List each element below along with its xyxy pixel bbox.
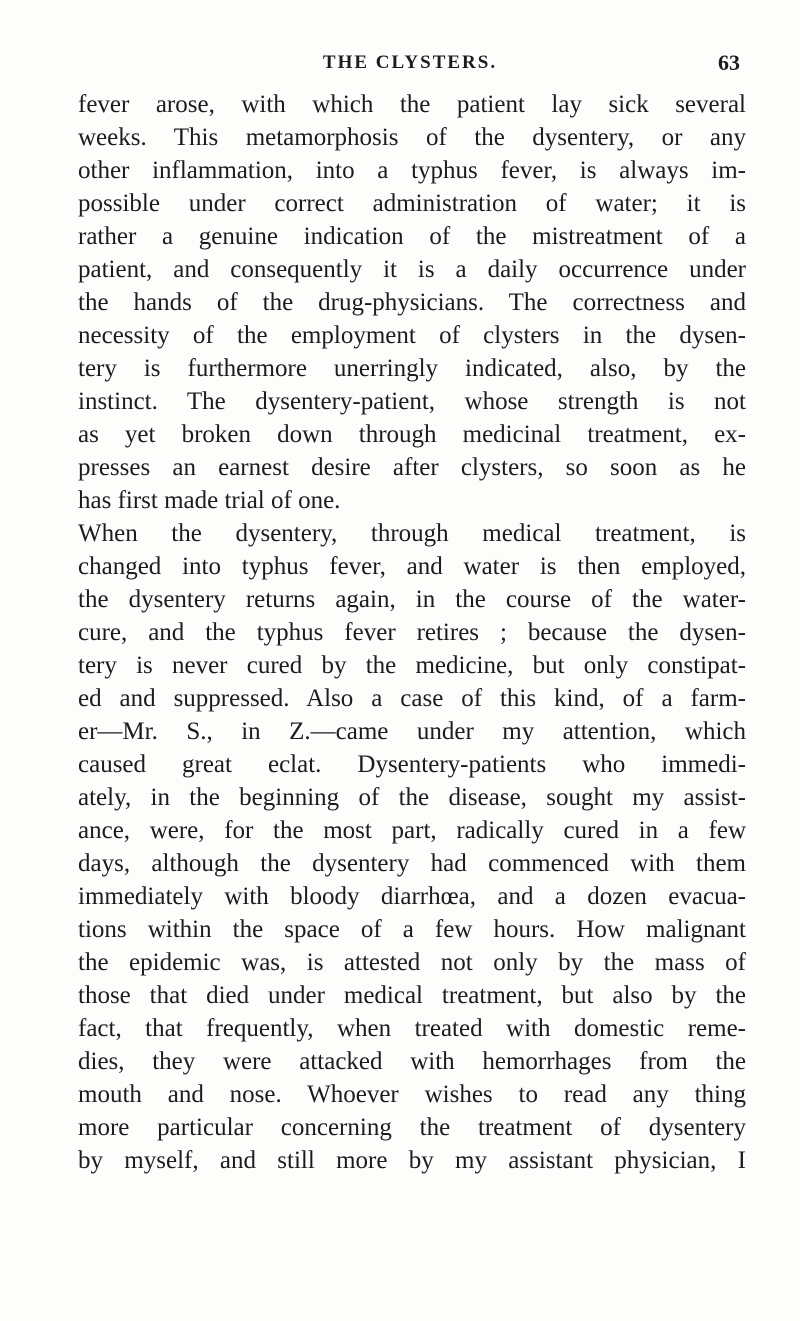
text-line: dies, they were attacked with hemorrhages from the — [78, 1048, 746, 1075]
text-line: fever arose, with which the patient lay sick several — [78, 91, 746, 118]
text-line: immediately with bloody diarrhœa, and a dozen evacua- — [78, 883, 746, 910]
page-number: 63 — [718, 50, 740, 75]
text-line: patient, and consequently it is a daily occurrence under — [78, 256, 746, 283]
text-line: tery is never cured by the medicine, but only constipat- — [78, 652, 746, 679]
text-line: the hands of the drug-physicians. The correctness and — [78, 289, 746, 316]
text-line: days, although the dysentery had commenced with them — [78, 850, 746, 877]
text-line: ed and suppressed. Also a case of this kind, of a farm- — [78, 685, 746, 712]
text-line: by myself, and still more by my assistant physician, I — [78, 1147, 746, 1174]
text-line: tions within the space of a few hours. How malignant — [78, 916, 746, 943]
text-line: ately, in the beginning of the disease, sought my assist- — [78, 784, 746, 811]
text-line: caused great eclat. Dysentery-patients who immedi- — [78, 751, 746, 778]
text-line: mouth and nose. Whoever wishes to read any thing — [78, 1081, 746, 1108]
text-line: ance, were, for the most part, radically cured in a few — [78, 817, 746, 844]
text-line: tery is furthermore unerringly indicated, also, by the — [78, 355, 746, 382]
text-line: cure, and the typhus fever retires ; because the dysen- — [78, 619, 746, 646]
text-line: presses an earnest desire after clysters, so soon as he — [78, 454, 746, 481]
text-line: instinct. The dysentery-patient, whose strength is not — [78, 388, 746, 415]
text-line: has first made trial of one. — [78, 487, 341, 514]
body-text — [78, 88, 746, 1177]
text-line: the epidemic was, is attested not only by the mass of — [78, 949, 746, 976]
text-line: as yet broken down through medicinal treatment, ex- — [78, 421, 746, 448]
text-line: more particular concerning the treatment of dysentery — [78, 1114, 746, 1141]
text-line: the dysentery returns again, in the course of the water- — [78, 586, 746, 613]
text-line: rather a genuine indication of the mistreatment of a — [78, 223, 746, 250]
text-line: fact, that frequently, when treated with domestic reme- — [78, 1015, 746, 1042]
running-title: THE CLYSTERS. — [322, 52, 498, 73]
text-line: changed into typhus fever, and water is then employed, — [78, 553, 746, 580]
text-line: er—Mr. S., in Z.—came under my attention, which — [78, 718, 746, 745]
text-line: those that died under medical treatment, but also by the — [78, 982, 746, 1009]
text-line: possible under correct administration of water; it is — [78, 190, 746, 217]
text-line: When the dysentery, through medical treatment, is — [78, 520, 746, 547]
text-line: other inflammation, into a typhus fever, is always im- — [78, 157, 746, 184]
text-line: weeks. This metamorphosis of the dysentery, or any — [78, 124, 746, 151]
text-line: necessity of the employment of clysters in the dysen- — [78, 322, 746, 349]
running-head — [80, 48, 740, 78]
